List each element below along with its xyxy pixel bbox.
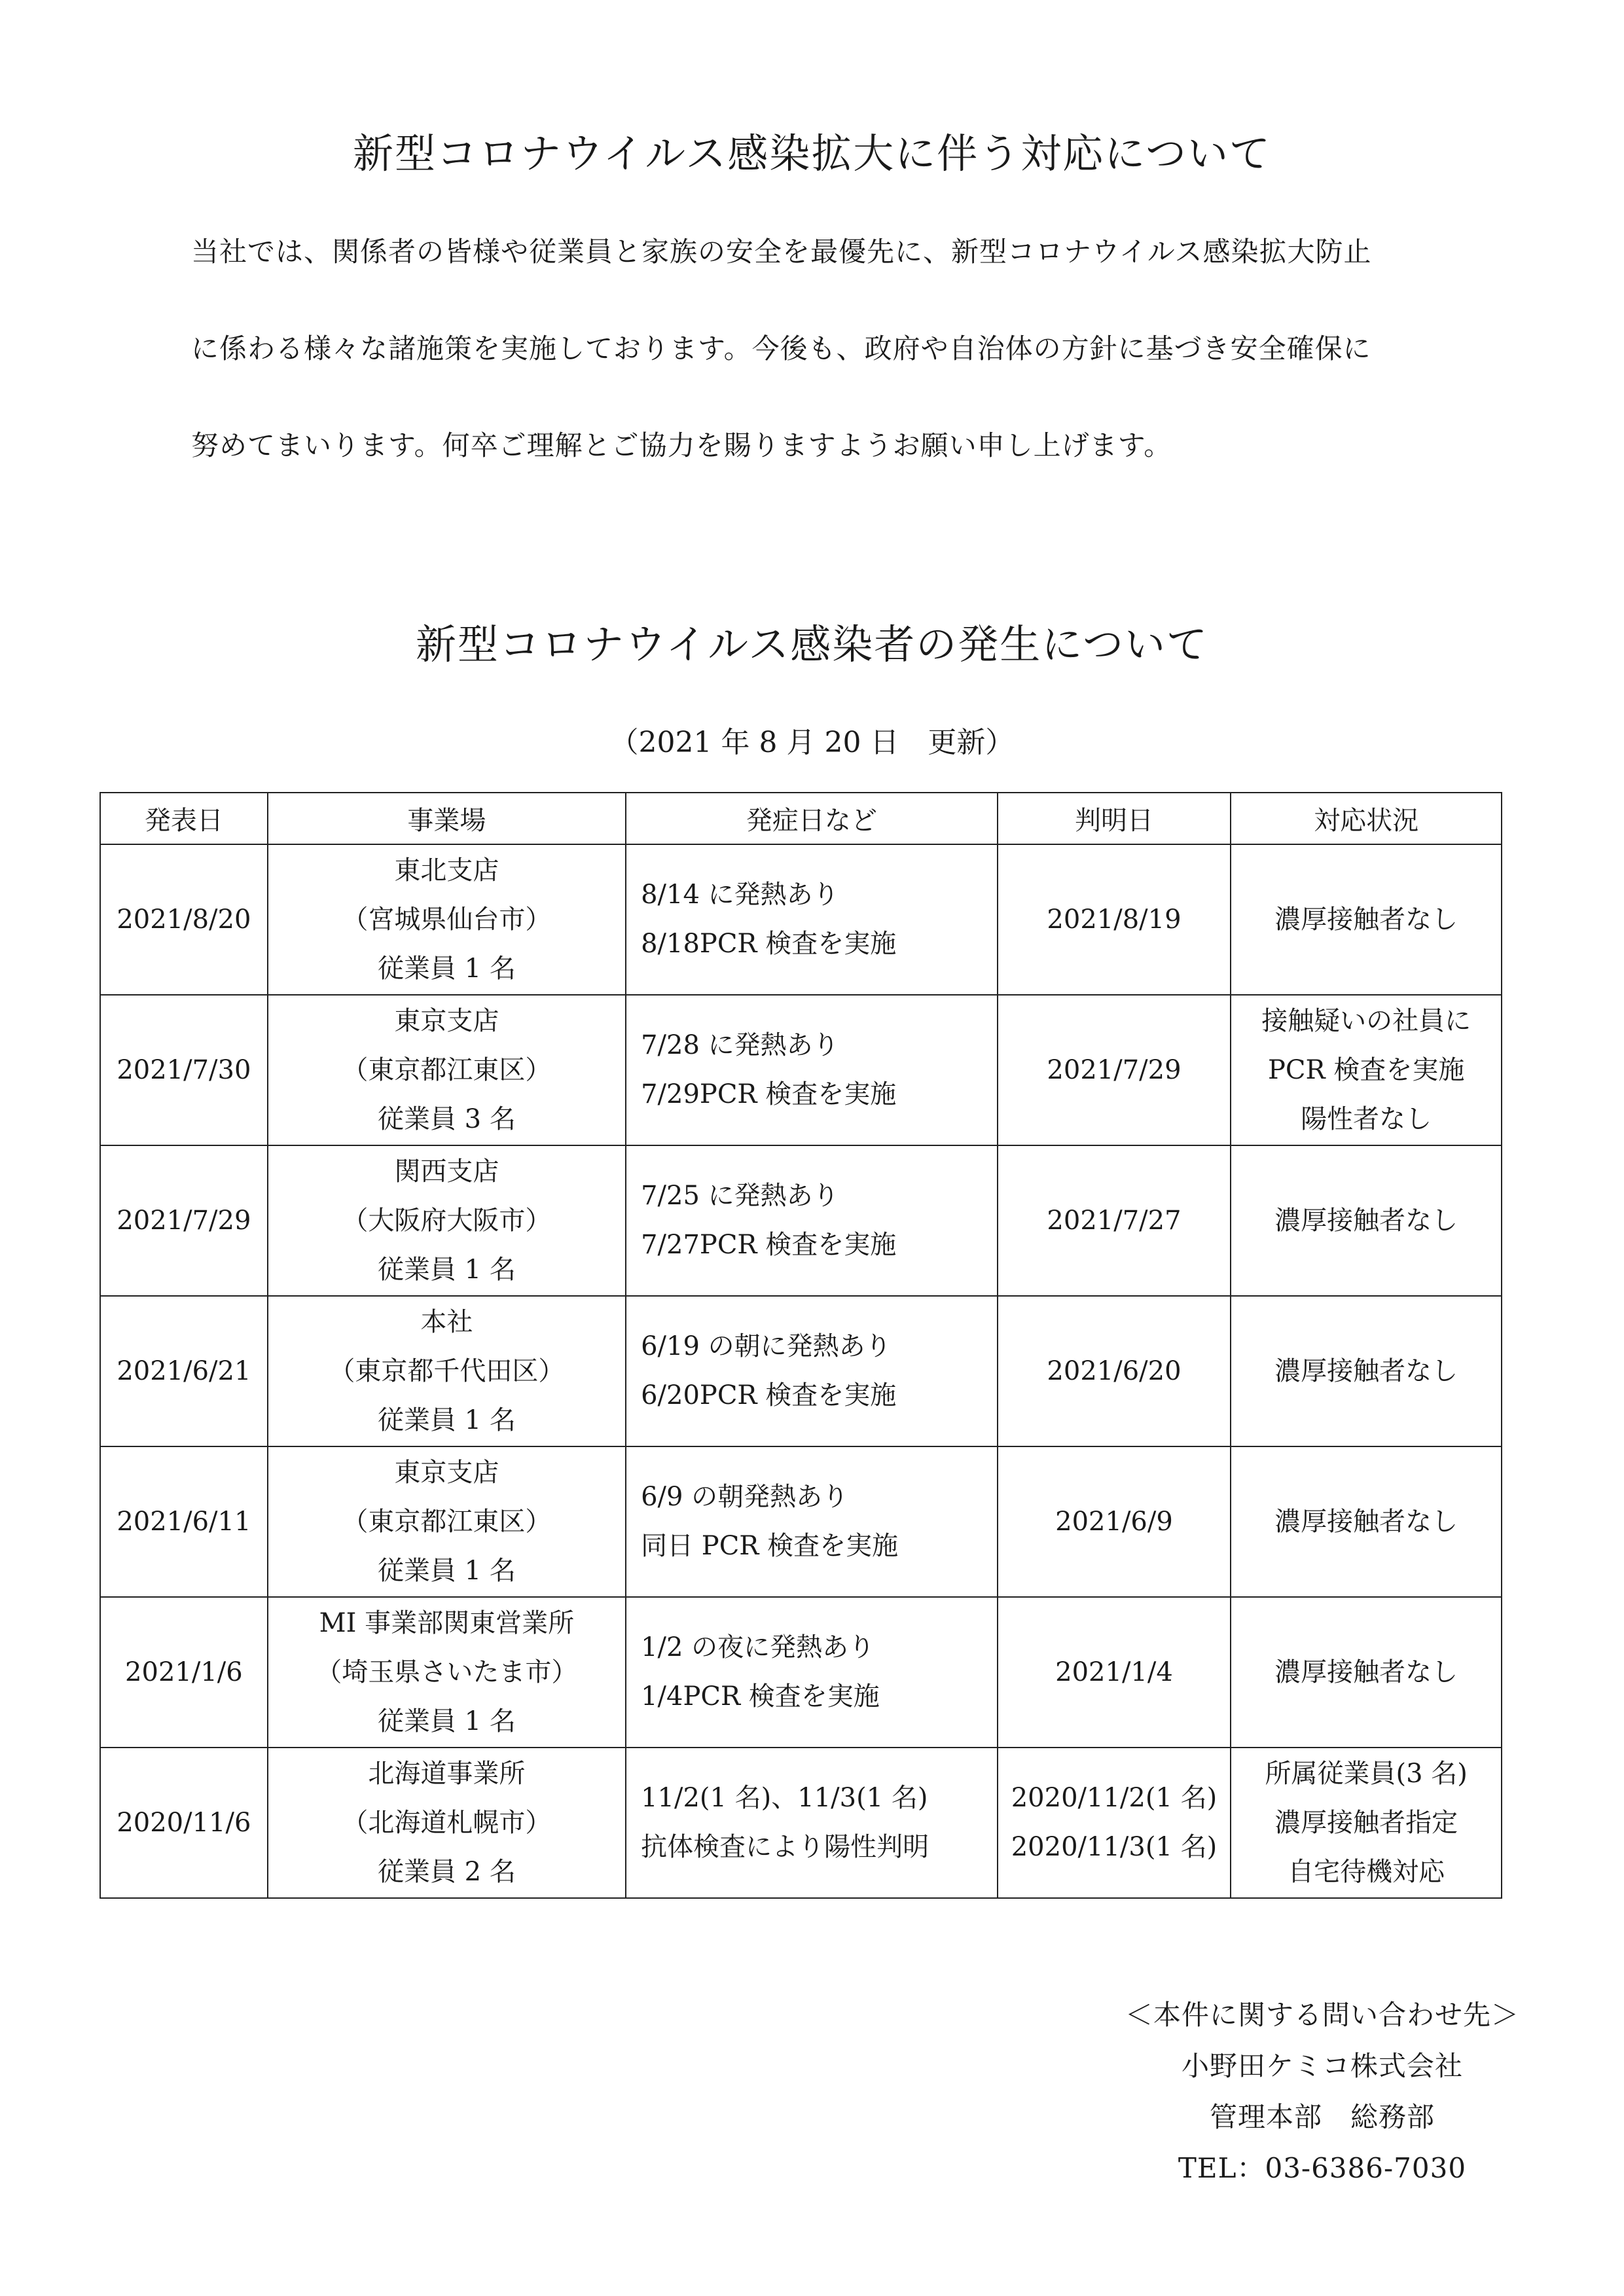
intro-line: 当社では、関係者の皆様や従業員と家族の安全を最優先に、新型コロナウイルス感染拡大防止 xyxy=(191,236,1372,268)
cell-confirmed-date xyxy=(998,844,1231,995)
cell-site-line: 従業員 1 名 xyxy=(377,1555,516,1586)
table-row xyxy=(100,1145,1502,1296)
cell-onset xyxy=(626,1145,998,1296)
cell-onset-line: 抗体検査により陽性判明 xyxy=(641,1832,929,1862)
cell-confirmed-date xyxy=(998,1597,1231,1748)
cell-confirmed-date xyxy=(998,1145,1231,1296)
cell-onset-line: 7/27PCR 検査を実施 xyxy=(641,1230,897,1260)
cell-site-line: 北海道事業所 xyxy=(368,1758,526,1789)
cell-confirmed-date-line: 2021/7/29 xyxy=(1047,1054,1182,1085)
cell-site-line: （北海道札幌市） xyxy=(342,1807,552,1838)
table-row xyxy=(100,844,1502,995)
intro-line: 努めてまいります。何卒ご理解とご協力を賜りますようお願い申し上げます。 xyxy=(191,429,1172,461)
cell-status-line: PCR 検査を実施 xyxy=(1268,1054,1465,1085)
cell-status xyxy=(1231,1145,1502,1296)
cell-site xyxy=(268,995,626,1145)
cell-status-line: 濃厚接触者指定 xyxy=(1274,1807,1458,1838)
cell-site-line: MI 事業部関東営業所 xyxy=(319,1607,575,1638)
cell-onset xyxy=(626,844,998,995)
cell-confirmed-date xyxy=(998,995,1231,1145)
cell-site-line: 本社 xyxy=(420,1306,473,1337)
cell-onset-line: 6/19 の朝に発熱あり xyxy=(641,1331,892,1361)
cell-onset-line: 8/18PCR 検査を実施 xyxy=(641,929,897,959)
cell-site-line: 東北支店 xyxy=(394,855,499,886)
header-status: 対応状況 xyxy=(1231,793,1502,844)
cell-site-line: （大阪府大阪市） xyxy=(342,1205,552,1236)
cell-status-line: 濃厚接触者なし xyxy=(1274,1205,1458,1236)
cell-site xyxy=(268,844,626,995)
cell-onset-line: 11/2(1 名)、11/3(1 名) xyxy=(641,1783,928,1813)
cell-announce-date: 2021/1/6 xyxy=(100,1597,268,1748)
cell-onset-line: 7/29PCR 検査を実施 xyxy=(641,1079,897,1109)
cell-onset-line: 6/9 の朝発熱あり xyxy=(641,1482,849,1512)
phone-number: TEL：03-6386-7030 xyxy=(1178,2152,1467,2184)
table-row xyxy=(100,1748,1502,1898)
cell-status xyxy=(1231,1597,1502,1748)
cell-confirmed-date xyxy=(998,1446,1231,1597)
cell-site-line: （東京都江東区） xyxy=(342,1506,552,1537)
cell-onset-line: 1/2 の夜に発熱あり xyxy=(641,1632,875,1662)
cell-onset xyxy=(626,1748,998,1898)
cell-confirmed-date-line: 2021/7/27 xyxy=(1047,1205,1182,1236)
cell-site-line: 関西支店 xyxy=(394,1156,499,1187)
company-name: 小野田ケミコ株式会社 xyxy=(1181,2050,1463,2082)
cell-status-line: 濃厚接触者なし xyxy=(1274,1657,1458,1687)
section-title: 新型コロナウイルス感染者の発生について xyxy=(415,620,1209,668)
cell-status-line: 陽性者なし xyxy=(1301,1103,1432,1134)
cell-site-line: （東京都江東区） xyxy=(342,1054,552,1085)
header-confirmed-date: 判明日 xyxy=(998,793,1231,844)
cell-announce-date: 2021/7/30 xyxy=(100,995,268,1145)
cell-site-line: 従業員 1 名 xyxy=(377,1405,516,1435)
cell-announce-date: 2021/8/20 xyxy=(100,844,268,995)
header-onset: 発症日など xyxy=(626,793,998,844)
header-announce-date: 発表日 xyxy=(100,793,268,844)
cell-announce-date: 2021/6/11 xyxy=(100,1446,268,1597)
cell-site-line: 従業員 2 名 xyxy=(377,1856,516,1887)
cell-site-line: （東京都千代田区） xyxy=(329,1355,565,1386)
header-site: 事業場 xyxy=(268,793,626,844)
cell-onset-line: 8/14 に発熱あり xyxy=(641,880,839,910)
cell-site xyxy=(268,1748,626,1898)
page-title: 新型コロナウイルス感染拡大に伴う対応について xyxy=(352,130,1272,177)
cell-status xyxy=(1231,1748,1502,1898)
cell-status xyxy=(1231,995,1502,1145)
cell-site-line: （宮城県仙台市） xyxy=(342,904,552,935)
cell-onset-line: 6/20PCR 検査を実施 xyxy=(641,1380,897,1410)
cell-site xyxy=(268,1145,626,1296)
cell-confirmed-date xyxy=(998,1748,1231,1898)
cell-status xyxy=(1231,1296,1502,1446)
table-row xyxy=(100,1446,1502,1597)
cell-onset xyxy=(626,1296,998,1446)
table-row xyxy=(100,1597,1502,1748)
cell-announce-date: 2021/6/21 xyxy=(100,1296,268,1446)
cell-onset xyxy=(626,1597,998,1748)
cell-confirmed-date-line: 2021/8/19 xyxy=(1047,904,1182,935)
cell-site-line: 従業員 1 名 xyxy=(377,1254,516,1285)
cell-site-line: 東京支店 xyxy=(394,1005,499,1036)
cell-status-line: 自宅待機対応 xyxy=(1288,1856,1445,1887)
cell-status-line: 濃厚接触者なし xyxy=(1274,1355,1458,1386)
cell-status-line: 濃厚接触者なし xyxy=(1274,1506,1458,1537)
cell-status xyxy=(1231,1446,1502,1597)
table-header-row xyxy=(100,793,1502,844)
cell-onset-line: 7/28 に発熱あり xyxy=(641,1030,839,1060)
cell-onset xyxy=(626,995,998,1145)
cell-onset-line: 1/4PCR 検査を実施 xyxy=(641,1681,880,1712)
cell-confirmed-date xyxy=(998,1296,1231,1446)
cell-site-line: 従業員 1 名 xyxy=(377,953,516,984)
cell-site xyxy=(268,1446,626,1597)
department-name: 管理本部 総務部 xyxy=(1209,2101,1435,2133)
intro-line: に係わる様々な諸施策を実施しております。今後も、政府や自治体の方針に基づき安全確保に xyxy=(191,332,1371,365)
cell-confirmed-date-line: 2021/6/20 xyxy=(1047,1355,1182,1386)
cell-status-line: 接触疑いの社員に xyxy=(1261,1005,1471,1036)
contact-heading: ＜本件に関する問い合わせ先＞ xyxy=(1125,1999,1519,2031)
cell-site-line: 従業員 3 名 xyxy=(377,1103,516,1134)
cell-announce-date: 2020/11/6 xyxy=(100,1748,268,1898)
cell-announce-date: 2021/7/29 xyxy=(100,1145,268,1296)
cell-confirmed-date-line: 2021/6/9 xyxy=(1055,1506,1173,1537)
cell-onset-line: 7/25 に発熱あり xyxy=(641,1181,839,1211)
cell-status-line: 所属従業員(3 名) xyxy=(1265,1758,1468,1789)
cell-status-line: 濃厚接触者なし xyxy=(1274,904,1458,935)
table-row xyxy=(100,1296,1502,1446)
cell-site xyxy=(268,1296,626,1446)
cell-confirmed-date-line: 2020/11/2(1 名) xyxy=(1011,1783,1218,1813)
cell-status xyxy=(1231,844,1502,995)
infection-table xyxy=(99,792,1502,1899)
table-row xyxy=(100,995,1502,1145)
cell-site-line: 東京支店 xyxy=(394,1457,499,1488)
table-body xyxy=(100,844,1502,1898)
cell-site xyxy=(268,1597,626,1748)
cell-confirmed-date-line: 2021/1/4 xyxy=(1055,1657,1173,1687)
cell-confirmed-date-line: 2020/11/3(1 名) xyxy=(1011,1832,1218,1862)
cell-site-line: 従業員 1 名 xyxy=(377,1706,516,1736)
cell-onset xyxy=(626,1446,998,1597)
update-date: （2021 年 8 月 20 日 更新） xyxy=(609,726,1015,759)
cell-site-line: （埼玉県さいたま市） xyxy=(316,1657,578,1687)
cell-onset-line: 同日 PCR 検査を実施 xyxy=(641,1531,899,1561)
